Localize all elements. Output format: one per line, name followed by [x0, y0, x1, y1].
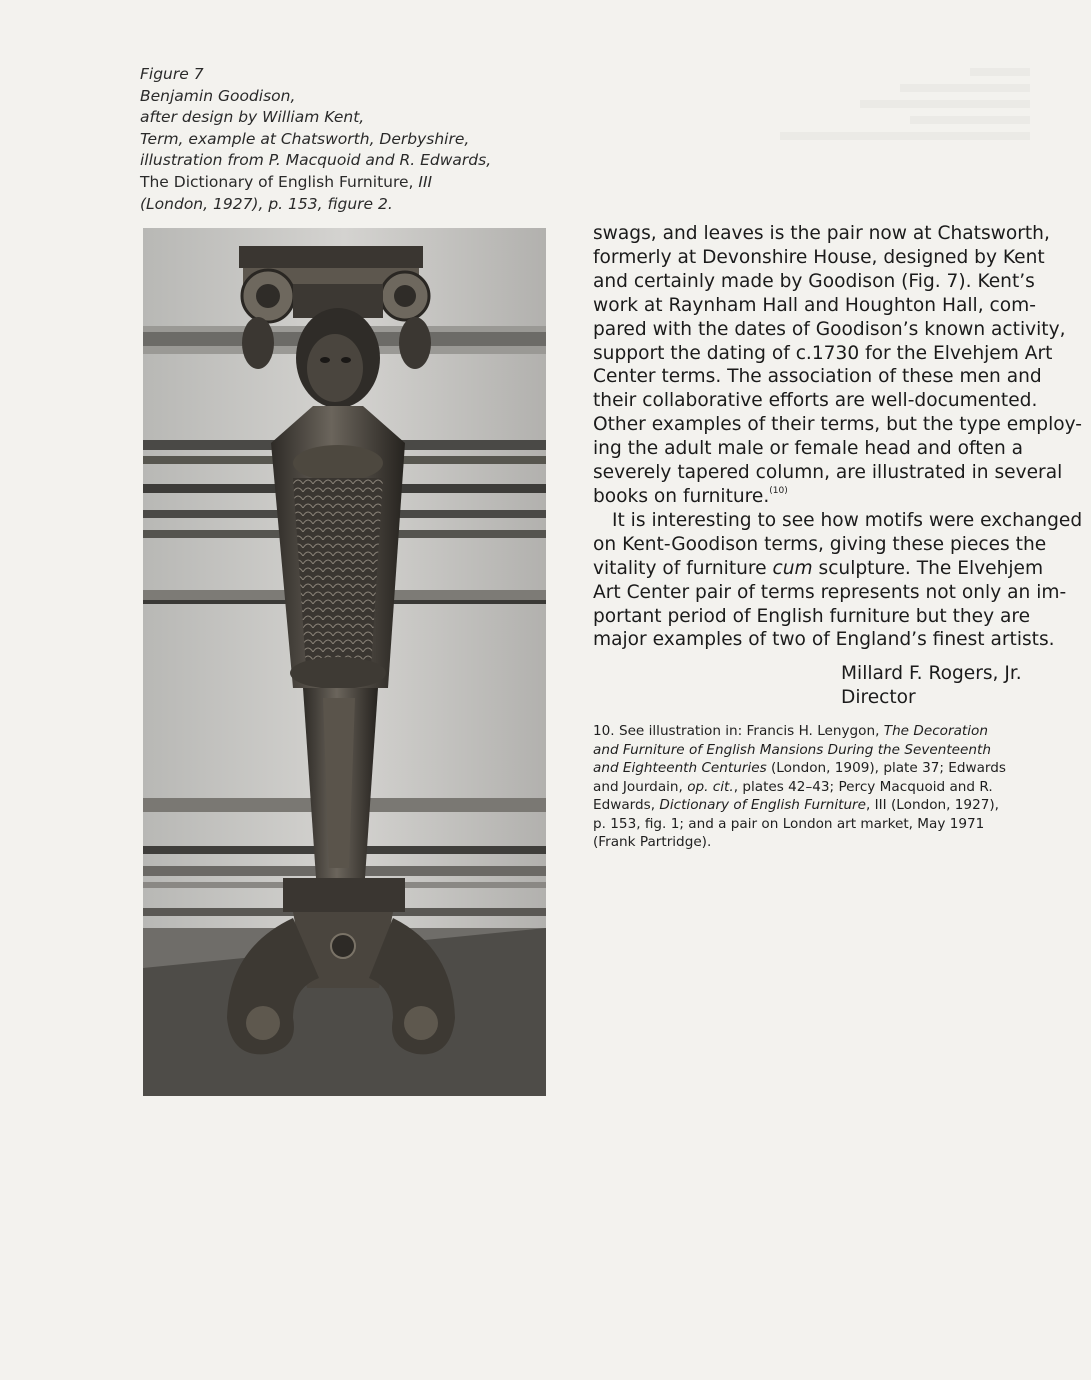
body-line: on Kent-Goodison terms, giving these pieces the	[593, 533, 1047, 555]
signature-name: Millard F. Rogers, Jr.	[841, 663, 1022, 684]
footnote-text: 10. See illustration in: Francis H. Lenygon,	[593, 723, 884, 739]
caption-line: (London, 1927), p. 153, figure 2.	[140, 194, 393, 213]
body-line: and certainly made by Goodison (Fig. 7). Kent’s	[593, 270, 1035, 292]
footnote-reference: (10)	[769, 485, 788, 496]
figure-caption	[140, 64, 492, 215]
body-line: major examples of two of England’s finest artists.	[593, 629, 1055, 651]
footnote-line	[593, 796, 1033, 815]
body-line: severely tapered column, are illustrated in several	[593, 462, 1063, 484]
footnote-text: Edwards,	[593, 797, 660, 813]
body-text	[593, 222, 1083, 652]
body-line: ing the adult male or female head and often a	[593, 438, 1024, 460]
caption-line	[140, 172, 480, 194]
caption-text: Term, example at Chatsworth, Derbyshire,	[140, 129, 470, 148]
footnote-italic: op. cit.	[687, 778, 734, 795]
footnote-text: , III (London, 1927),	[866, 797, 999, 813]
body-line: swags, and leaves is the pair now at Chatsworth,	[593, 223, 1050, 244]
body-line: It is interesting to see how motifs were exchanged	[612, 509, 1083, 531]
body-line: pared with the dates of Goodison’s known activity,	[593, 318, 1066, 340]
footnote-italic: and Eighteenth Centuries	[593, 760, 767, 776]
body-text-run: vitality of furniture	[593, 557, 773, 579]
signature-block	[841, 662, 1041, 710]
caption-text: The Dictionary of English Furniture,	[140, 172, 414, 191]
footnote-italic: Dictionary of English Furniture	[659, 797, 867, 813]
footnote-line	[593, 759, 1033, 778]
footnote-line: (Frank Partridge).	[593, 834, 712, 850]
caption-volume: III	[418, 172, 433, 191]
footnote-italic: The Decoration	[883, 723, 988, 739]
body-text-run: sculpture. The Elvehjem	[812, 557, 1044, 579]
carved-term-illustration	[143, 228, 546, 1096]
bleed-through-text	[770, 60, 1030, 148]
body-line: Other examples of their terms, but the type employ-	[593, 414, 1083, 436]
caption-line	[140, 129, 480, 151]
body-text-run: books on furniture.	[593, 485, 770, 507]
footnote-line	[593, 778, 1033, 797]
body-line: their collaborative efforts are well-documented.	[593, 390, 1038, 412]
footnote-italic: and Furniture of English Mansions During the Seventeenth	[593, 741, 991, 758]
footnote	[593, 722, 1033, 852]
body-line: work at Raynham Hall and Houghton Hall, com-	[593, 294, 1036, 316]
body-line: Art Center pair of terms represents not only an im-	[593, 581, 1067, 603]
footnote-text: , plates 42–43; Percy Macquoid and R.	[733, 778, 993, 795]
italic-term: cum	[772, 557, 813, 579]
body-line	[593, 557, 1044, 581]
caption-line: illustration from P. Macquoid and R. Edwards,	[140, 151, 492, 170]
footnote-line: p. 153, fig. 1; and a pair on London art market, May 1971	[593, 815, 985, 832]
body-line	[593, 485, 1033, 509]
term-photograph	[143, 228, 546, 1096]
signature-title: Director	[841, 687, 916, 708]
caption-line: after design by William Kent,	[140, 108, 365, 127]
body-line: formerly at Devonshire House, designed by Kent	[593, 246, 1045, 268]
footnote-text: (London, 1909), plate 37; Edwards	[766, 760, 1006, 776]
footnote-line	[593, 741, 1033, 760]
body-line: portant period of English furniture but they are	[593, 605, 1031, 627]
body-line: Center terms. The association of these men and	[593, 366, 1042, 388]
caption-line: Benjamin Goodison,	[140, 86, 296, 105]
figure-label: Figure 7	[140, 65, 204, 83]
footnote-line	[593, 722, 1033, 741]
body-line: support the dating of c.1730 for the Elvehjem Art	[593, 342, 1053, 364]
footnote-text: and Jourdain,	[593, 778, 688, 795]
